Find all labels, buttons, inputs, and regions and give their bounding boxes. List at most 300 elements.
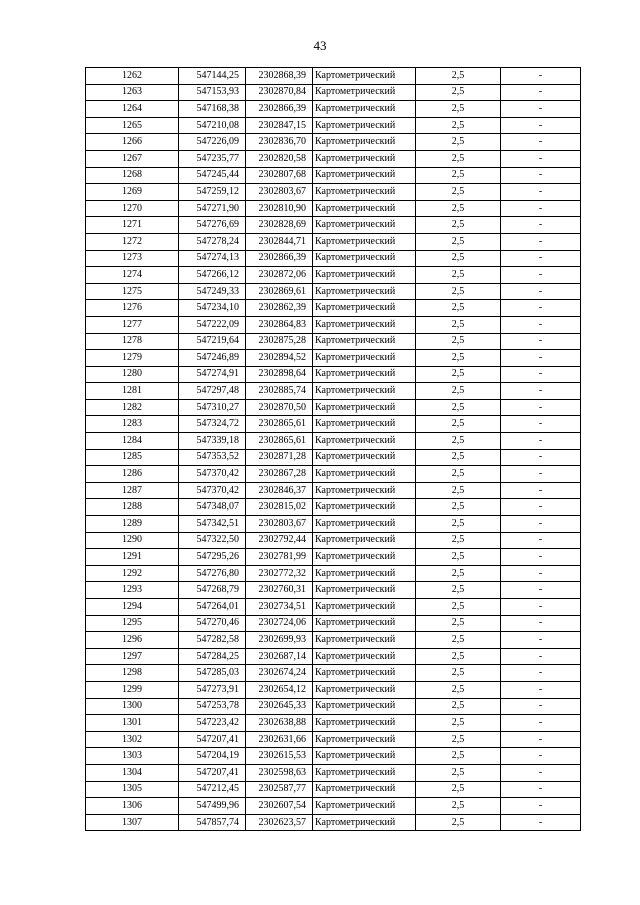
point-number-cell: 1297 <box>86 648 179 665</box>
page-number: 43 <box>313 38 327 53</box>
point-number-cell: 1288 <box>86 499 179 516</box>
table-row <box>86 250 581 267</box>
method-cell: Картометрический <box>313 499 416 516</box>
y-coordinate-cell: 2302792,44 <box>246 532 313 549</box>
x-coordinate-cell: 547282,58 <box>179 632 246 649</box>
method-cell: Картометрический <box>313 449 416 466</box>
x-coordinate-cell: 547268,79 <box>179 582 246 599</box>
point-number-cell: 1307 <box>86 814 179 831</box>
table-row <box>86 366 581 383</box>
note-cell: - <box>501 433 581 450</box>
table-row <box>86 399 581 416</box>
accuracy-cell: 2,5 <box>416 250 501 267</box>
accuracy-cell: 2,5 <box>416 333 501 350</box>
point-number-cell: 1275 <box>86 283 179 300</box>
y-coordinate-cell: 2302844,71 <box>246 233 313 250</box>
method-cell: Картометрический <box>313 283 416 300</box>
method-cell: Картометрический <box>313 333 416 350</box>
note-cell: - <box>501 466 581 483</box>
x-coordinate-cell: 547295,26 <box>179 549 246 566</box>
accuracy-cell: 2,5 <box>416 117 501 134</box>
point-number-cell: 1271 <box>86 217 179 234</box>
accuracy-cell: 2,5 <box>416 184 501 201</box>
note-cell: - <box>501 84 581 101</box>
method-cell: Картометрический <box>313 615 416 632</box>
point-number-cell: 1282 <box>86 399 179 416</box>
point-number-cell: 1298 <box>86 665 179 682</box>
x-coordinate-cell: 547264,01 <box>179 599 246 616</box>
table-row <box>86 516 581 533</box>
table-row <box>86 565 581 582</box>
table-row <box>86 482 581 499</box>
accuracy-cell: 2,5 <box>416 781 501 798</box>
method-cell: Картометрический <box>313 433 416 450</box>
point-number-cell: 1276 <box>86 300 179 317</box>
accuracy-cell: 2,5 <box>416 648 501 665</box>
point-number-cell: 1289 <box>86 516 179 533</box>
x-coordinate-cell: 547259,12 <box>179 184 246 201</box>
table-row <box>86 283 581 300</box>
note-cell: - <box>501 184 581 201</box>
table-row <box>86 798 581 815</box>
y-coordinate-cell: 2302871,28 <box>246 449 313 466</box>
y-coordinate-cell: 2302870,50 <box>246 399 313 416</box>
point-number-cell: 1273 <box>86 250 179 267</box>
note-cell: - <box>501 68 581 85</box>
x-coordinate-cell: 547246,89 <box>179 350 246 367</box>
note-cell: - <box>501 167 581 184</box>
note-cell: - <box>501 200 581 217</box>
accuracy-cell: 2,5 <box>416 599 501 616</box>
y-coordinate-cell: 2302638,88 <box>246 715 313 732</box>
table-row <box>86 715 581 732</box>
point-number-cell: 1305 <box>86 781 179 798</box>
accuracy-cell: 2,5 <box>416 134 501 151</box>
x-coordinate-cell: 547266,12 <box>179 267 246 284</box>
point-number-cell: 1263 <box>86 84 179 101</box>
method-cell: Картометрический <box>313 350 416 367</box>
table-row <box>86 814 581 831</box>
accuracy-cell: 2,5 <box>416 200 501 217</box>
y-coordinate-cell: 2302866,39 <box>246 250 313 267</box>
point-number-cell: 1306 <box>86 798 179 815</box>
x-coordinate-cell: 547276,80 <box>179 565 246 582</box>
note-cell: - <box>501 333 581 350</box>
accuracy-cell: 2,5 <box>416 150 501 167</box>
accuracy-cell: 2,5 <box>416 715 501 732</box>
table-row <box>86 416 581 433</box>
y-coordinate-cell: 2302865,61 <box>246 416 313 433</box>
table-row <box>86 233 581 250</box>
method-cell: Картометрический <box>313 101 416 118</box>
y-coordinate-cell: 2302865,61 <box>246 433 313 450</box>
accuracy-cell: 2,5 <box>416 814 501 831</box>
accuracy-cell: 2,5 <box>416 698 501 715</box>
table-row <box>86 731 581 748</box>
method-cell: Картометрический <box>313 648 416 665</box>
point-number-cell: 1299 <box>86 681 179 698</box>
y-coordinate-cell: 2302781,99 <box>246 549 313 566</box>
x-coordinate-cell: 547204,19 <box>179 748 246 765</box>
x-coordinate-cell: 547339,18 <box>179 433 246 450</box>
table-row <box>86 764 581 781</box>
x-coordinate-cell: 547223,42 <box>179 715 246 732</box>
note-cell: - <box>501 283 581 300</box>
point-number-cell: 1266 <box>86 134 179 151</box>
y-coordinate-cell: 2302645,33 <box>246 698 313 715</box>
accuracy-cell: 2,5 <box>416 167 501 184</box>
point-number-cell: 1293 <box>86 582 179 599</box>
y-coordinate-cell: 2302699,93 <box>246 632 313 649</box>
note-cell: - <box>501 748 581 765</box>
accuracy-cell: 2,5 <box>416 665 501 682</box>
x-coordinate-cell: 547499,96 <box>179 798 246 815</box>
x-coordinate-cell: 547210,08 <box>179 117 246 134</box>
method-cell: Картометрический <box>313 565 416 582</box>
note-cell: - <box>501 565 581 582</box>
note-cell: - <box>501 781 581 798</box>
table-row <box>86 681 581 698</box>
y-coordinate-cell: 2302862,39 <box>246 300 313 317</box>
note-cell: - <box>501 814 581 831</box>
coordinates-table <box>85 67 581 831</box>
x-coordinate-cell: 547285,03 <box>179 665 246 682</box>
note-cell: - <box>501 698 581 715</box>
y-coordinate-cell: 2302875,28 <box>246 333 313 350</box>
accuracy-cell: 2,5 <box>416 748 501 765</box>
method-cell: Картометрический <box>313 167 416 184</box>
point-number-cell: 1272 <box>86 233 179 250</box>
x-coordinate-cell: 547271,90 <box>179 200 246 217</box>
method-cell: Картометрический <box>313 748 416 765</box>
y-coordinate-cell: 2302885,74 <box>246 383 313 400</box>
method-cell: Картометрический <box>313 267 416 284</box>
table-row <box>86 466 581 483</box>
point-number-cell: 1284 <box>86 433 179 450</box>
method-cell: Картометрический <box>313 582 416 599</box>
x-coordinate-cell: 547348,07 <box>179 499 246 516</box>
y-coordinate-cell: 2302846,37 <box>246 482 313 499</box>
point-number-cell: 1281 <box>86 383 179 400</box>
x-coordinate-cell: 547278,24 <box>179 233 246 250</box>
note-cell: - <box>501 399 581 416</box>
note-cell: - <box>501 582 581 599</box>
x-coordinate-cell: 547273,91 <box>179 681 246 698</box>
table-row <box>86 599 581 616</box>
method-cell: Картометрический <box>313 184 416 201</box>
table-row <box>86 167 581 184</box>
accuracy-cell: 2,5 <box>416 532 501 549</box>
x-coordinate-cell: 547253,78 <box>179 698 246 715</box>
table-row <box>86 781 581 798</box>
x-coordinate-cell: 547226,09 <box>179 134 246 151</box>
table-row <box>86 582 581 599</box>
table-row <box>86 449 581 466</box>
point-number-cell: 1290 <box>86 532 179 549</box>
table-row <box>86 665 581 682</box>
method-cell: Картометрический <box>313 549 416 566</box>
accuracy-cell: 2,5 <box>416 233 501 250</box>
x-coordinate-cell: 547270,46 <box>179 615 246 632</box>
point-number-cell: 1302 <box>86 731 179 748</box>
note-cell: - <box>501 250 581 267</box>
method-cell: Картометрический <box>313 250 416 267</box>
method-cell: Картометрический <box>313 482 416 499</box>
y-coordinate-cell: 2302734,51 <box>246 599 313 616</box>
x-coordinate-cell: 547274,13 <box>179 250 246 267</box>
table-row <box>86 184 581 201</box>
point-number-cell: 1265 <box>86 117 179 134</box>
y-coordinate-cell: 2302623,57 <box>246 814 313 831</box>
accuracy-cell: 2,5 <box>416 84 501 101</box>
method-cell: Картометрический <box>313 665 416 682</box>
point-number-cell: 1270 <box>86 200 179 217</box>
x-coordinate-cell: 547222,09 <box>179 316 246 333</box>
accuracy-cell: 2,5 <box>416 764 501 781</box>
y-coordinate-cell: 2302867,28 <box>246 466 313 483</box>
note-cell: - <box>501 117 581 134</box>
note-cell: - <box>501 516 581 533</box>
note-cell: - <box>501 350 581 367</box>
note-cell: - <box>501 233 581 250</box>
y-coordinate-cell: 2302894,52 <box>246 350 313 367</box>
x-coordinate-cell: 547212,45 <box>179 781 246 798</box>
method-cell: Картометрический <box>313 599 416 616</box>
note-cell: - <box>501 383 581 400</box>
accuracy-cell: 2,5 <box>416 217 501 234</box>
accuracy-cell: 2,5 <box>416 466 501 483</box>
note-cell: - <box>501 615 581 632</box>
y-coordinate-cell: 2302772,32 <box>246 565 313 582</box>
table-row <box>86 350 581 367</box>
point-number-cell: 1295 <box>86 615 179 632</box>
x-coordinate-cell: 547249,33 <box>179 283 246 300</box>
y-coordinate-cell: 2302810,90 <box>246 200 313 217</box>
accuracy-cell: 2,5 <box>416 499 501 516</box>
y-coordinate-cell: 2302803,67 <box>246 184 313 201</box>
y-coordinate-cell: 2302615,53 <box>246 748 313 765</box>
note-cell: - <box>501 449 581 466</box>
method-cell: Картометрический <box>313 84 416 101</box>
note-cell: - <box>501 798 581 815</box>
y-coordinate-cell: 2302631,66 <box>246 731 313 748</box>
x-coordinate-cell: 547245,44 <box>179 167 246 184</box>
y-coordinate-cell: 2302815,02 <box>246 499 313 516</box>
point-number-cell: 1277 <box>86 316 179 333</box>
accuracy-cell: 2,5 <box>416 565 501 582</box>
method-cell: Картометрический <box>313 217 416 234</box>
accuracy-cell: 2,5 <box>416 101 501 118</box>
method-cell: Картометрический <box>313 814 416 831</box>
note-cell: - <box>501 599 581 616</box>
accuracy-cell: 2,5 <box>416 416 501 433</box>
accuracy-cell: 2,5 <box>416 798 501 815</box>
method-cell: Картометрический <box>313 399 416 416</box>
method-cell: Картометрический <box>313 798 416 815</box>
x-coordinate-cell: 547297,48 <box>179 383 246 400</box>
accuracy-cell: 2,5 <box>416 482 501 499</box>
accuracy-cell: 2,5 <box>416 283 501 300</box>
x-coordinate-cell: 547322,50 <box>179 532 246 549</box>
accuracy-cell: 2,5 <box>416 350 501 367</box>
accuracy-cell: 2,5 <box>416 449 501 466</box>
note-cell: - <box>501 416 581 433</box>
x-coordinate-cell: 547168,38 <box>179 101 246 118</box>
y-coordinate-cell: 2302807,68 <box>246 167 313 184</box>
note-cell: - <box>501 731 581 748</box>
method-cell: Картометрический <box>313 300 416 317</box>
accuracy-cell: 2,5 <box>416 433 501 450</box>
point-number-cell: 1292 <box>86 565 179 582</box>
x-coordinate-cell: 547207,41 <box>179 764 246 781</box>
method-cell: Картометрический <box>313 134 416 151</box>
method-cell: Картометрический <box>313 632 416 649</box>
y-coordinate-cell: 2302868,39 <box>246 68 313 85</box>
note-cell: - <box>501 715 581 732</box>
accuracy-cell: 2,5 <box>416 731 501 748</box>
note-cell: - <box>501 681 581 698</box>
note-cell: - <box>501 482 581 499</box>
accuracy-cell: 2,5 <box>416 582 501 599</box>
accuracy-cell: 2,5 <box>416 549 501 566</box>
x-coordinate-cell: 547310,27 <box>179 399 246 416</box>
note-cell: - <box>501 549 581 566</box>
method-cell: Картометрический <box>313 316 416 333</box>
y-coordinate-cell: 2302820,58 <box>246 150 313 167</box>
method-cell: Картометрический <box>313 781 416 798</box>
coordinates-table-body <box>86 68 581 831</box>
point-number-cell: 1279 <box>86 350 179 367</box>
table-row <box>86 316 581 333</box>
method-cell: Картометрический <box>313 715 416 732</box>
table-row <box>86 117 581 134</box>
accuracy-cell: 2,5 <box>416 300 501 317</box>
point-number-cell: 1294 <box>86 599 179 616</box>
y-coordinate-cell: 2302866,39 <box>246 101 313 118</box>
table-row <box>86 68 581 85</box>
table-row <box>86 383 581 400</box>
y-coordinate-cell: 2302870,84 <box>246 84 313 101</box>
table-row <box>86 101 581 118</box>
method-cell: Картометрический <box>313 416 416 433</box>
point-number-cell: 1268 <box>86 167 179 184</box>
method-cell: Картометрический <box>313 731 416 748</box>
point-number-cell: 1278 <box>86 333 179 350</box>
y-coordinate-cell: 2302847,15 <box>246 117 313 134</box>
accuracy-cell: 2,5 <box>416 681 501 698</box>
table-row <box>86 333 581 350</box>
accuracy-cell: 2,5 <box>416 267 501 284</box>
x-coordinate-cell: 547370,42 <box>179 482 246 499</box>
y-coordinate-cell: 2302607,54 <box>246 798 313 815</box>
point-number-cell: 1269 <box>86 184 179 201</box>
table-row <box>86 648 581 665</box>
note-cell: - <box>501 101 581 118</box>
note-cell: - <box>501 648 581 665</box>
y-coordinate-cell: 2302760,31 <box>246 582 313 599</box>
accuracy-cell: 2,5 <box>416 516 501 533</box>
y-coordinate-cell: 2302869,61 <box>246 283 313 300</box>
point-number-cell: 1287 <box>86 482 179 499</box>
method-cell: Картометрический <box>313 516 416 533</box>
accuracy-cell: 2,5 <box>416 68 501 85</box>
table-row <box>86 84 581 101</box>
table-row <box>86 549 581 566</box>
table-row <box>86 748 581 765</box>
point-number-cell: 1304 <box>86 764 179 781</box>
y-coordinate-cell: 2302836,70 <box>246 134 313 151</box>
table-row <box>86 200 581 217</box>
accuracy-cell: 2,5 <box>416 366 501 383</box>
x-coordinate-cell: 547219,64 <box>179 333 246 350</box>
x-coordinate-cell: 547857,74 <box>179 814 246 831</box>
table-row <box>86 532 581 549</box>
x-coordinate-cell: 547153,93 <box>179 84 246 101</box>
note-cell: - <box>501 632 581 649</box>
y-coordinate-cell: 2302864,83 <box>246 316 313 333</box>
point-number-cell: 1303 <box>86 748 179 765</box>
table-row <box>86 300 581 317</box>
point-number-cell: 1285 <box>86 449 179 466</box>
note-cell: - <box>501 764 581 781</box>
x-coordinate-cell: 547235,77 <box>179 150 246 167</box>
point-number-cell: 1286 <box>86 466 179 483</box>
y-coordinate-cell: 2302687,14 <box>246 648 313 665</box>
note-cell: - <box>501 532 581 549</box>
accuracy-cell: 2,5 <box>416 632 501 649</box>
method-cell: Картометрический <box>313 764 416 781</box>
method-cell: Картометрический <box>313 383 416 400</box>
accuracy-cell: 2,5 <box>416 316 501 333</box>
note-cell: - <box>501 366 581 383</box>
method-cell: Картометрический <box>313 200 416 217</box>
table-row <box>86 217 581 234</box>
method-cell: Картометрический <box>313 698 416 715</box>
y-coordinate-cell: 2302598,63 <box>246 764 313 781</box>
point-number-cell: 1300 <box>86 698 179 715</box>
x-coordinate-cell: 547144,25 <box>179 68 246 85</box>
y-coordinate-cell: 2302872,06 <box>246 267 313 284</box>
y-coordinate-cell: 2302654,12 <box>246 681 313 698</box>
table-row <box>86 150 581 167</box>
note-cell: - <box>501 267 581 284</box>
x-coordinate-cell: 547324,72 <box>179 416 246 433</box>
point-number-cell: 1291 <box>86 549 179 566</box>
point-number-cell: 1301 <box>86 715 179 732</box>
point-number-cell: 1262 <box>86 68 179 85</box>
point-number-cell: 1264 <box>86 101 179 118</box>
point-number-cell: 1296 <box>86 632 179 649</box>
method-cell: Картометрический <box>313 150 416 167</box>
table-row <box>86 698 581 715</box>
x-coordinate-cell: 547284,25 <box>179 648 246 665</box>
y-coordinate-cell: 2302828,69 <box>246 217 313 234</box>
x-coordinate-cell: 547276,69 <box>179 217 246 234</box>
x-coordinate-cell: 547370,42 <box>179 466 246 483</box>
x-coordinate-cell: 547274,91 <box>179 366 246 383</box>
y-coordinate-cell: 2302724,06 <box>246 615 313 632</box>
y-coordinate-cell: 2302898,64 <box>246 366 313 383</box>
x-coordinate-cell: 547342,51 <box>179 516 246 533</box>
table-row <box>86 632 581 649</box>
note-cell: - <box>501 217 581 234</box>
accuracy-cell: 2,5 <box>416 399 501 416</box>
note-cell: - <box>501 316 581 333</box>
point-number-cell: 1274 <box>86 267 179 284</box>
method-cell: Картометрический <box>313 681 416 698</box>
method-cell: Картометрический <box>313 117 416 134</box>
y-coordinate-cell: 2302674,24 <box>246 665 313 682</box>
